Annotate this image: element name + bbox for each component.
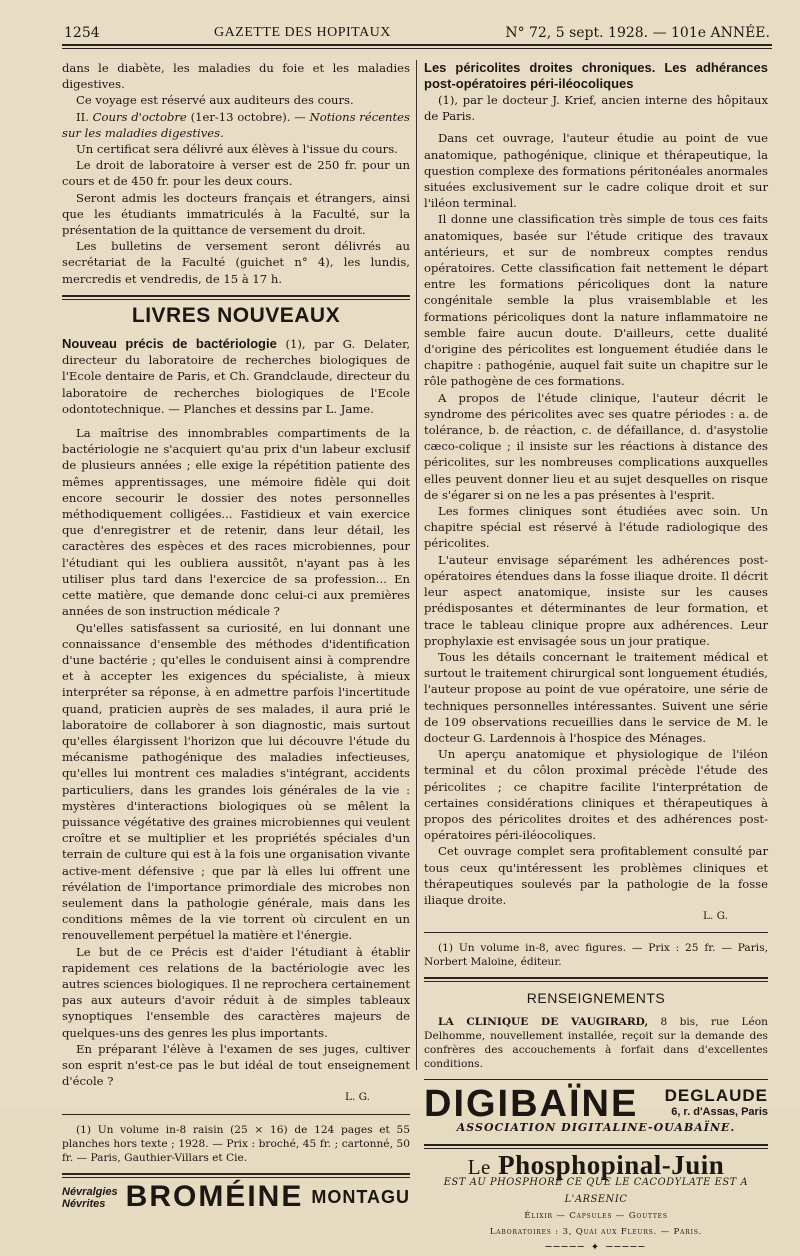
page-number: 1254: [64, 25, 100, 41]
ad-rule: [424, 1079, 768, 1080]
paragraph: Le droit de laboratoire à verser est de 250 fr. pour un cours et de 450 fr. pour les deux cours.: [62, 158, 410, 189]
paragraph: Seront admis les docteurs français et étrangers, ainsi que les étudiants immatriculés à la Faculté, sur la présentation de la quittance de versement du droit.: [62, 190, 410, 238]
issue-info: N° 72, 5 sept. 1928. — 101e ANNÉE.: [505, 25, 770, 41]
ad-article: Le: [467, 1155, 491, 1180]
course-line: [62, 109, 410, 141]
section-title: LIVRES NOUVEAUX: [131, 303, 341, 327]
ad-rule: [62, 1173, 410, 1178]
course-topic: Notions récentes sur les maladies digestives.: [62, 109, 410, 140]
review-paragraph: Qu'elles satisfassent sa curiosité, en lui donnant une connaissance d'ensemble des méthodes d'identification d'une bactérie ; qu'elles le conduisent ainsi à comprendre et à accepter les exigences du spécialiste, à mieux interpréter sa réponse, à en admettre parfois l'incertitude quand, praticien auprès de ses malades, il aura prié le laboratoire de collaborer à son diagnostic, mais surtout qu'elles élargissent l'horizon que lui découvre l'étude du mécanisme pathogénique des maladies infectieuses, qu'elles lui montrent ces maladies s'intégrant, accidents particuliers, dans les grandes lois générales de la vie : mystères d'interactions biologiques où se mêlent la puissance végétative des graines microbiennes qui veulent croître et se multiplier et les propriétés spéciales d'un terrain de culture qui est à la fois une organisation vivante active-ment défensive ; que par là elles lui offrent une révélation de l'importance primordiale des microbes non seulement dans la pathologie générale, mais dans les conditions mêmes de la vie torrent où circulent en un renouvellement perpétuel la matière et l'énergie.: [62, 620, 410, 943]
intro-line: dans le diabète, les maladies du foie et les maladies digestives.: [62, 61, 410, 92]
book-entry: [62, 336, 410, 417]
header-rule: [62, 44, 772, 46]
section-rule: [62, 295, 410, 300]
review-paragraph: Le but de ce Précis est d'aider l'étudiant à établir rapidement ces relations de la bactériologie avec les autres sciences biologiques. Il ne reprochera certainement pas aux auteurs d'avoir réduit à de simples tableaux synoptiques l'ensemble des caractères majeurs de quelques-uns des genres les plus importants.: [62, 944, 410, 1040]
ad-rule: [424, 1144, 768, 1149]
left-column: [62, 60, 411, 1214]
ad-title: [424, 1150, 768, 1181]
ad-maker: MONTAGU: [311, 1187, 410, 1208]
ad-brand: Phosphopinal-Juin: [498, 1150, 725, 1181]
column-separator: [416, 60, 417, 1070]
ornament-icon: ───── ✦ ─────: [545, 1242, 647, 1254]
right-column: [424, 60, 768, 1256]
digibaine-ad: [424, 1082, 768, 1125]
review-paragraph: En préparant l'élève à l'examen de ses juges, cultiver son esprit n'est-ce pas le but idéal de tout enseignement d'école ?: [62, 1041, 410, 1089]
ad-brand: DIGIBAÏNE: [424, 1082, 639, 1125]
ad-subtitle: ASSOCIATION DIGITALINE-OUABAÏNE.: [456, 1120, 736, 1134]
signature: L. G.: [703, 910, 728, 923]
ad-brand: BROMÉINE: [125, 1180, 304, 1214]
review-paragraph: La maîtrise des innombrables compartiments de la bactériologie ne s'acquiert qu'au prix d'un labeur exclusif de plusieurs années ; elle exige la répétition patiente des mêmes apprentissages, une mémoire fidèle qui doit encore secourir le dossier des notes personnelles méthodiquement colligées... Fastidieux et vain exercice que d'enregistrer et de retenir, dans leur détail, les caractères des espèces et des races microbiennes, pour l'étudiant qui les oubliera aussitôt, n'ayant pas à les utiliser plus tard dans l'exercice de sa profession... En cette matière, que demande donc celui-ci aux premières années de son instruction médicale ?: [62, 426, 410, 619]
paragraph: Dans cet ouvrage, l'auteur étudie au point de vue anatomique, pathogénique, clinique et thérapeutique, la question complexe des formations péritonéales anormales situées exclusivement sur le cadre colique droit et sur l'iléon terminal.: [424, 131, 768, 211]
page-header: [64, 24, 770, 42]
clinic-text: 8 bis, rue Léon Delhomme, nouvellement installée, reçoit sur la demande des confrères des accouchements à forfait dans d'excellentes conditions.: [424, 1015, 768, 1070]
paragraph: Il donne une classification très simple de tous ces faits anatomiques, basée sur l'étude critique des travaux antérieurs, et sur de nombreux comptes rendus opératoires. Cette classification fait nettement le départ entre les formations péricoliques dont la nature congénitale semble la plus vraisemblable et les formations péricoliques dont la nature inflammatoire ne semble faire aucun doute. D'ailleurs, cette dualité d'origine des péricolites est longuement étudiée dans le chapitre : pathogénie, auquel fait suite un chapitre sur le rôle pathogène de ces formations.: [424, 212, 768, 389]
ad-forms: Élixir — Capsules — Gouttes: [524, 1210, 668, 1221]
course-dates: (1er-13 octobre). —: [190, 109, 306, 124]
section-rule: [424, 977, 768, 982]
footnote-rule: [62, 1114, 410, 1115]
intro-line: Ce voyage est réservé aux auditeurs des cours.: [76, 93, 354, 108]
signature: L. G.: [345, 1091, 370, 1104]
paragraph: Les bulletins de versement seront délivrés au secrétariat de la Faculté (guichet n° 4), les lundis, mercredis et vendredis, de 15 à 17 h.: [62, 239, 410, 286]
paragraph: Cet ouvrage complet sera profitablement consulté par tous ceux qu'intéressent les problèmes cliniques et thérapeutiques soulevés par la pathologie de la fosse iliaque droite.: [424, 844, 768, 907]
ad-indications: [62, 1186, 118, 1210]
footnote: (1) Un volume in-8, avec figures. — Prix : 25 fr. — Paris, Norbert Maloine, éditeur.: [424, 942, 768, 969]
article-title: Les péricolites droites chroniques. Les adhérances post-opératoires péri-iléocoliques: [424, 60, 768, 91]
course-name: Cours d'octobre: [92, 109, 187, 124]
clinic-name: LA CLINIQUE DE VAUGIRARD,: [438, 1015, 649, 1028]
phosphopinal-ad: [424, 1150, 768, 1256]
paragraph: Un aperçu anatomique et physiologique de l'iléon terminal et du côlon proximal précède l'étude des péricolites ; ce chapitre facilite l'interprétation de certaines considérations cliniques et thérapeutiques à propos des péricolites droites et des adhérences post-opératoires péri-iléocoliques.: [424, 747, 768, 843]
ad-slogan: EST AU PHOSPHORE CE QUE LE CACODYLATE EST A L'ARSENIC: [443, 1177, 749, 1205]
paragraph: Les formes cliniques sont étudiées avec soin. Un chapitre spécial est réservé à l'étude radiologique des péricolites.: [424, 504, 768, 551]
ad-address: Laboratoires : 3, Quai aux Fleurs. — Paris.: [489, 1226, 703, 1237]
ad-address: 6, r. d'Assas, Paris: [671, 1105, 768, 1118]
book-title: Nouveau précis de bactériologie: [62, 336, 277, 352]
header-rule-thin: [62, 48, 772, 49]
ad-label: Névralgies: [62, 1185, 118, 1198]
section-title: RENSEIGNEMENTS: [526, 990, 666, 1007]
paragraph: Un certificat sera délivré aux élèves à l'issue du cours.: [76, 142, 398, 157]
ad-label: Névrites: [62, 1197, 106, 1210]
clinic-notice: [424, 1015, 768, 1071]
ad-maker-block: [664, 1085, 768, 1120]
journal-title: GAZETTE DES HOPITAUX: [214, 25, 391, 40]
book-authors: par G. Delater, directeur du laboratoire de recherches biologiques de l'Ecole dentaire de Paris, et Ch. Grandclaude, directeur du laboratoire de recherches biologiques de l'Ecole odontotechnique. — Planches et dessins par L. Jame.: [62, 337, 411, 416]
article-byline: (1), par le docteur J. Krief, ancien interne des hôpitaux de Paris.: [424, 93, 768, 124]
footnote-rule: [424, 932, 768, 933]
paragraph: Tous les détails concernant le traitement médical et surtout le traitement chirurgical sont longuement étudiés, l'auteur propose au point de vue opératoire, une série de techniques personnelles intéressantes. Suivent une série de 109 observations recueillies dans le service de M. le docteur G. Lardennois à l'hospice des Ménages.: [424, 649, 768, 745]
paragraph: A propos de l'étude clinique, l'auteur décrit le syndrome des péricolites avec ses quatre périodes : a. de tolérance, b. de réaction, c. de défaillance, d. d'asystolie cæco-colique ; il insiste sur les réactions à distance des péricolites, sur les nombreuses complications auxquelles elles peuvent donner lieu et au sujet desquelles on risque de s'égarer si on ne les a pas présentes à l'esprit.: [424, 390, 768, 502]
footnote: (1) Un volume in-8 raisin (25 × 16) de 124 pages et 55 planches hors texte ; 1928. — Prix : broché, 45 fr. ; cartonné, 50 fr. — Paris, Gauthier-Villars et Cie.: [62, 1123, 410, 1164]
paragraph: L'auteur envisage séparément les adhérences post-opératoires étendues dans la fosse iliaque droite. Il décrit leur aspect anatomique, insiste sur les causes prédisposantes et déterminantes de leur formation, et trace le tableau clinique propre aux adhérences. Leur prophylaxie est envisagée sous un jour pratique.: [424, 552, 768, 648]
bromeine-ad: [62, 1180, 410, 1214]
course-number: II.: [76, 109, 89, 124]
book-note-ref: (1),: [285, 337, 306, 352]
ad-maker: DEGLAUDE: [664, 1085, 768, 1105]
